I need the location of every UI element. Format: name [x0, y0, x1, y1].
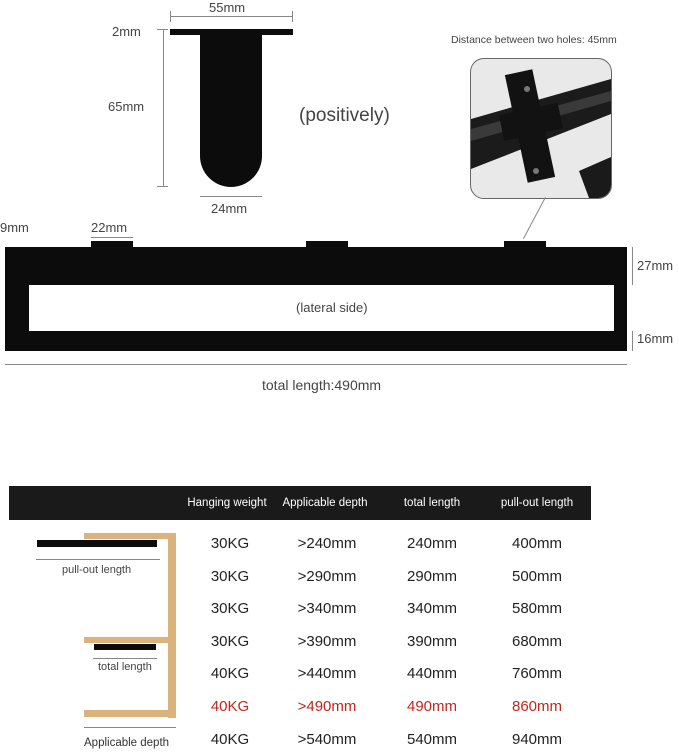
end-cap-right: [614, 285, 627, 351]
table-cell-depth: >440mm: [297, 665, 357, 683]
header-depth: Applicable depth: [282, 497, 368, 509]
table-cell-length: 290mm: [406, 567, 458, 585]
table-cell-pullout: 500mm: [511, 567, 563, 585]
dim-line-24: [200, 196, 262, 197]
dim-line-65: [163, 29, 164, 187]
dim-line-22: [91, 237, 133, 238]
profile-body: [200, 35, 262, 187]
table-cell-depth: >390mm: [297, 632, 357, 650]
table-cell-weight: 40KG: [210, 698, 250, 715]
table-cell-weight: 30KG: [210, 535, 250, 552]
table-cell-weight: 40KG: [210, 730, 250, 748]
header-pullout: pull-out length: [500, 497, 574, 509]
dim-line-total-small: [93, 658, 157, 659]
dim-tick: [292, 11, 293, 22]
table-cell-length: 440mm: [406, 665, 458, 683]
table-cell-pullout: 860mm: [511, 698, 563, 715]
wood-shelf: [84, 637, 174, 643]
table-cell-depth: >290mm: [297, 567, 357, 585]
dim-tick: [157, 29, 168, 30]
dim-9-label: 9mm: [0, 220, 29, 235]
table-cell-weight: 40KG: [210, 665, 250, 683]
depth-label: Applicable depth: [84, 737, 170, 749]
table-cell-length: 490mm: [406, 698, 458, 715]
table-cell-depth: >340mm: [297, 600, 357, 618]
dim-line-55: [170, 16, 293, 17]
table-cell-depth: >240mm: [297, 535, 357, 552]
main-rail: [29, 247, 627, 285]
pullout-label: pull-out length: [62, 564, 132, 576]
dim-line-depth: [84, 727, 176, 728]
table-cell-length: 240mm: [406, 535, 458, 552]
table-cell-length: 540mm: [406, 730, 458, 748]
inset-pointer: [523, 197, 546, 239]
table-cell-pullout: 580mm: [511, 600, 563, 618]
dim-22-label: 22mm: [91, 220, 128, 235]
table-cell-weight: 30KG: [210, 600, 250, 618]
dim-line-16: [632, 331, 633, 351]
table-cell-length: 340mm: [406, 600, 458, 618]
extended-rail: [37, 540, 157, 547]
hanging-bar: [29, 331, 614, 351]
wood-top: [84, 533, 174, 539]
lateral-side-label: (lateral side): [296, 300, 368, 315]
dim-27-label: 27mm: [637, 258, 674, 273]
table-cell-pullout: 940mm: [511, 730, 563, 748]
table-cell-weight: 30KG: [210, 632, 250, 650]
dim-16-label: 16mm: [637, 331, 674, 346]
table-cell-pullout: 400mm: [511, 535, 563, 552]
inset-photo: [470, 58, 612, 199]
table-cell-depth: >540mm: [297, 730, 357, 748]
table-cell-weight: 30KG: [210, 567, 250, 585]
inset-caption: Distance between two holes: 45mm: [451, 34, 617, 46]
table-cell-length: 390mm: [406, 632, 458, 650]
dim-line-pullout: [36, 559, 160, 560]
header-weight: Hanging weight: [187, 497, 267, 509]
table-cell-pullout: 680mm: [511, 632, 563, 650]
dim-tick: [170, 11, 171, 22]
dim-tick: [157, 186, 168, 187]
wood-back: [168, 533, 176, 718]
orientation-label: (positively): [299, 105, 390, 126]
header-length: total length: [403, 497, 461, 509]
retracted-rail: [94, 644, 156, 650]
table-cell-depth: >490mm: [297, 698, 357, 715]
wood-bottom: [84, 710, 176, 717]
dim-2-label: 2mm: [112, 24, 141, 39]
dim-line-27: [632, 247, 633, 285]
dim-55-label: 55mm: [209, 0, 246, 15]
total-label-small: total length: [98, 661, 152, 673]
table-cell-pullout: 760mm: [511, 665, 563, 683]
dim-24-label: 24mm: [211, 201, 248, 216]
end-cap-left: [5, 247, 29, 351]
dim-65-label: 65mm: [108, 99, 145, 114]
total-length-label: total length:490mm: [262, 377, 382, 393]
dim-line-total: [5, 364, 627, 365]
bracket-closeup-image: [471, 59, 611, 198]
